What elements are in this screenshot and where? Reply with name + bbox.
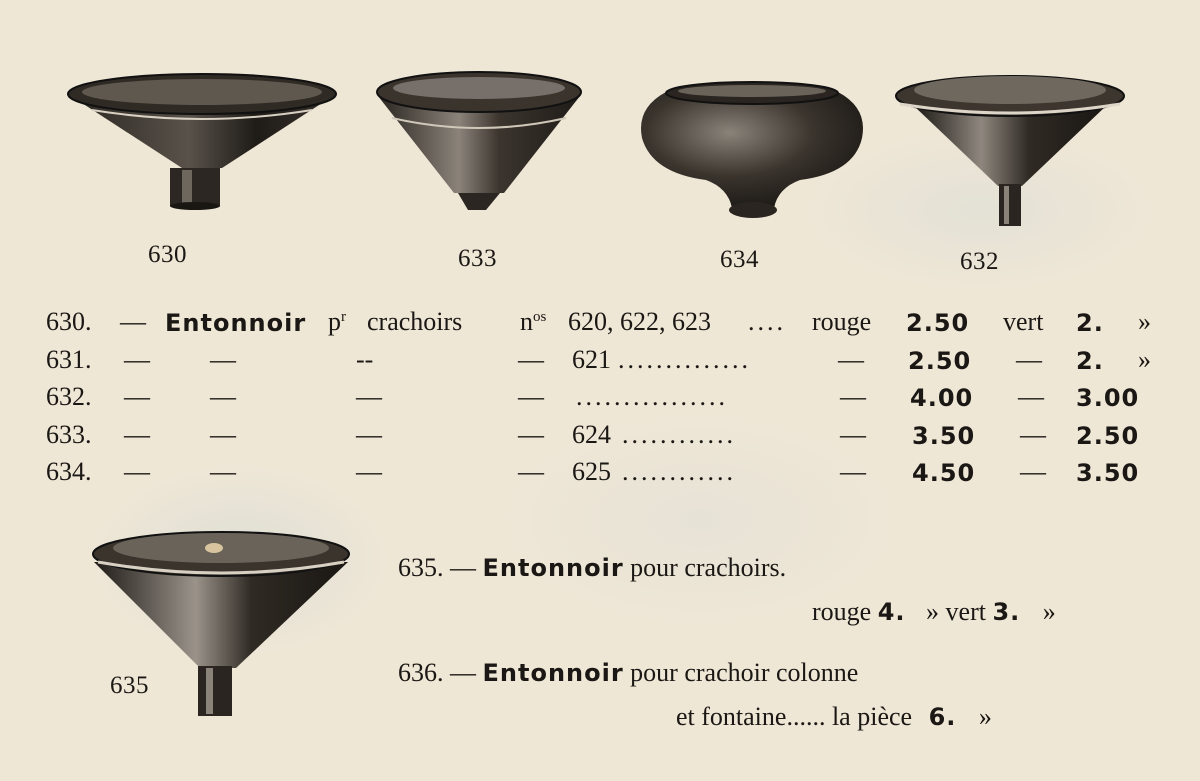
figure-label-635: 635 bbox=[110, 672, 149, 699]
dash: — bbox=[356, 382, 382, 411]
funnel-633-illustration bbox=[374, 68, 584, 218]
dash: — bbox=[356, 457, 382, 486]
color-label-red: rouge bbox=[812, 597, 872, 626]
price-red: 4.50 bbox=[912, 459, 976, 487]
leader-dots: ............ bbox=[622, 457, 736, 486]
item-number: 634. bbox=[46, 457, 92, 486]
dash: — bbox=[124, 457, 150, 486]
dash: — bbox=[840, 420, 866, 449]
price-red: 2.50 bbox=[908, 347, 972, 375]
funnel-634-illustration bbox=[636, 78, 868, 223]
leader-dots: .... bbox=[748, 307, 786, 336]
color-label-green: vert bbox=[945, 597, 986, 626]
dash: — bbox=[356, 420, 382, 449]
price-row-631 bbox=[0, 345, 1200, 383]
nos-abbrev: $n^{os}$ bbox=[520, 307, 547, 336]
dash: — bbox=[518, 382, 544, 411]
item-number: 636. bbox=[398, 658, 444, 687]
item-name: Entonnoir bbox=[165, 309, 307, 337]
figure-label-634: 634 bbox=[720, 246, 759, 273]
price-row-633 bbox=[0, 420, 1200, 458]
dash: — bbox=[838, 345, 864, 374]
dash: — bbox=[210, 382, 236, 411]
dash: — bbox=[450, 553, 476, 582]
item-desc: crachoirs bbox=[367, 307, 463, 336]
ref-numbers: 625 bbox=[572, 457, 611, 486]
item-636-line1 bbox=[398, 658, 858, 688]
dash: — bbox=[210, 345, 236, 374]
unit-label: la pièce bbox=[831, 702, 913, 731]
dash: — bbox=[1018, 382, 1044, 411]
item-desc: pour crachoir colonne bbox=[630, 658, 859, 687]
price-row-630 bbox=[0, 307, 1200, 345]
price-green: 3.00 bbox=[1076, 384, 1140, 412]
price-green: 2.50 bbox=[1076, 422, 1140, 450]
pr-abbrev: $p^r$ bbox=[328, 307, 346, 336]
price-red: 4. bbox=[877, 598, 906, 626]
dash: — bbox=[124, 382, 150, 411]
item-number: 635. bbox=[398, 553, 444, 582]
ditto-mark: » bbox=[1138, 307, 1151, 336]
leader-dots: .............. bbox=[618, 345, 751, 374]
ref-numbers: 621 bbox=[572, 345, 611, 374]
item-name: Entonnoir bbox=[482, 554, 624, 582]
dash: — bbox=[450, 658, 476, 687]
dash: — bbox=[518, 457, 544, 486]
item-number: 632. bbox=[46, 382, 92, 411]
figure-label-632: 632 bbox=[960, 248, 999, 275]
dash: — bbox=[124, 420, 150, 449]
dash: -- bbox=[356, 345, 374, 374]
ditto-mark: » bbox=[1138, 345, 1151, 374]
dash: — bbox=[518, 420, 544, 449]
dash: — bbox=[124, 345, 150, 374]
ditto-mark: » bbox=[978, 702, 992, 731]
item-name: Entonnoir bbox=[482, 659, 624, 687]
ref-numbers: 624 bbox=[572, 420, 611, 449]
price-red: 2.50 bbox=[906, 309, 970, 337]
price-green: 2. bbox=[1076, 309, 1104, 337]
figure-label-633: 633 bbox=[458, 245, 497, 272]
item-desc-continued: et fontaine bbox=[676, 702, 787, 731]
funnel-632-illustration bbox=[892, 58, 1128, 230]
ditto-mark: » bbox=[1042, 597, 1056, 626]
dash: — bbox=[1020, 457, 1046, 486]
price-row-632 bbox=[0, 382, 1200, 420]
ditto-mark: » bbox=[926, 597, 940, 626]
leader-dots: ............ bbox=[622, 420, 736, 449]
dash: — bbox=[210, 420, 236, 449]
price-green: 3. bbox=[992, 598, 1021, 626]
leader-dots: ...... bbox=[786, 702, 826, 731]
item-635-line2 bbox=[812, 597, 1056, 627]
price-green: 3.50 bbox=[1076, 459, 1140, 487]
price-row-634 bbox=[0, 457, 1200, 495]
dash: — bbox=[1016, 345, 1042, 374]
price-green: 2. bbox=[1076, 347, 1104, 375]
dash: — bbox=[1020, 420, 1046, 449]
ref-numbers: 620, 622, 623 bbox=[568, 307, 711, 336]
leader-dots: ................ bbox=[576, 382, 728, 411]
price: 6. bbox=[928, 703, 957, 731]
dash: — bbox=[210, 457, 236, 486]
funnel-630-illustration bbox=[62, 70, 342, 215]
item-desc: pour crachoirs. bbox=[630, 553, 787, 582]
dash: — bbox=[840, 382, 866, 411]
item-635-line1 bbox=[398, 553, 786, 583]
item-number: 630. bbox=[46, 307, 92, 336]
item-number: 631. bbox=[46, 345, 92, 374]
figure-label-630: 630 bbox=[148, 241, 187, 268]
dash: — bbox=[518, 345, 544, 374]
price-red: 3.50 bbox=[912, 422, 976, 450]
item-number: 633. bbox=[46, 420, 92, 449]
color-label-green: vert bbox=[1003, 307, 1044, 336]
item-636-line2 bbox=[676, 702, 992, 732]
dash: — bbox=[840, 457, 866, 486]
price-red: 4.00 bbox=[910, 384, 974, 412]
dash: — bbox=[120, 307, 146, 336]
color-label-red: rouge bbox=[812, 307, 872, 336]
